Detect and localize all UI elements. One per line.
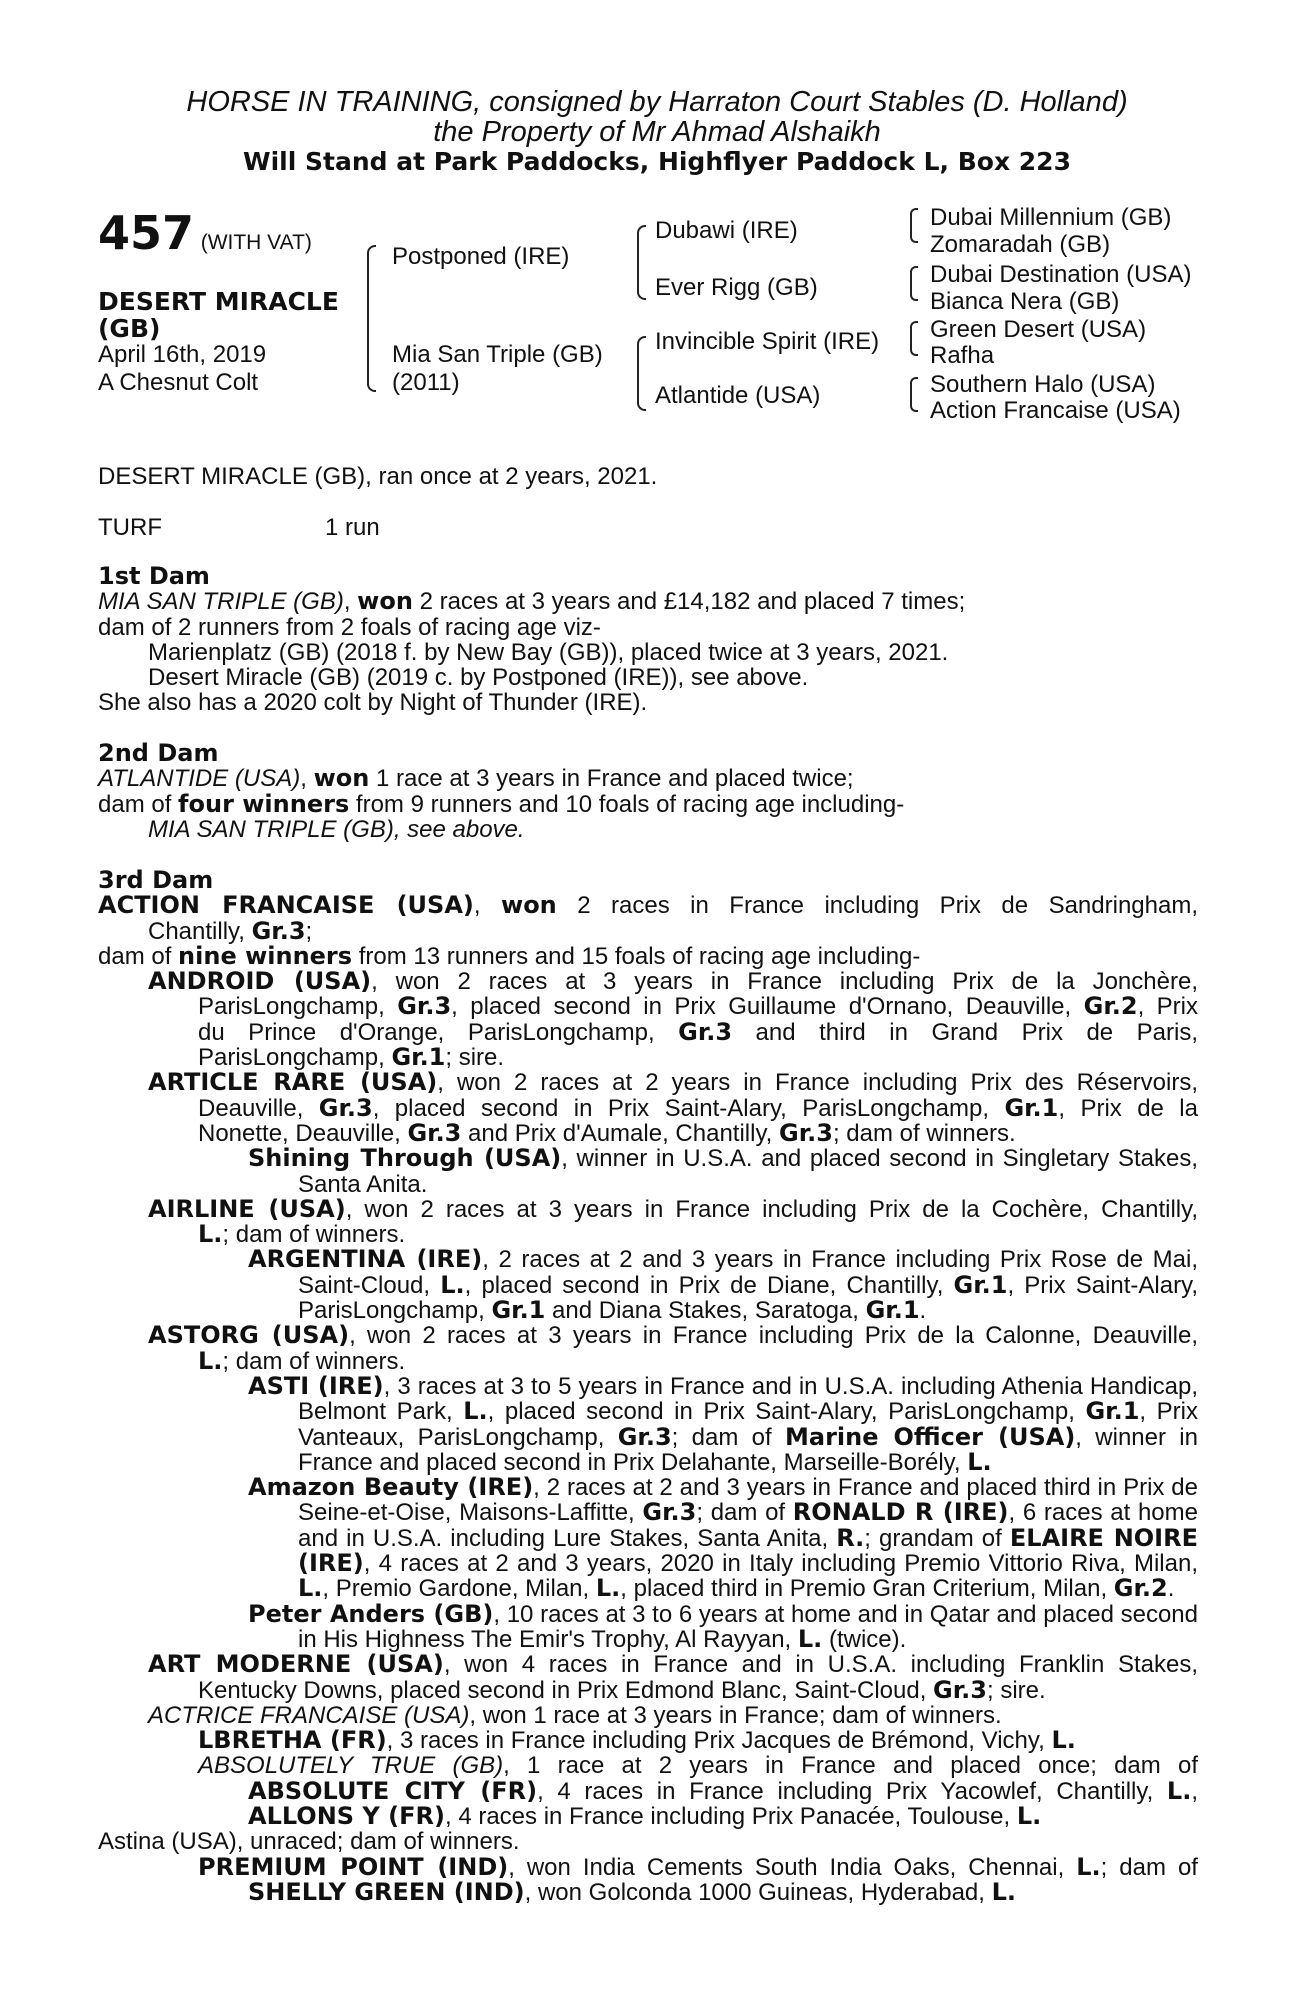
produce-entry <box>98 1753 1198 1778</box>
grade: Gr.1 <box>1004 1093 1059 1122</box>
produce-entry <box>98 1194 1199 1223</box>
continuation-line <box>98 1093 1198 1122</box>
owner-line: the Property of Mr Ahmad Alshaikh <box>433 116 881 148</box>
grade: Gr.1 <box>391 1043 446 1072</box>
horse-name: ABSOLUTE CITY (FR) <box>248 1776 538 1805</box>
continuation-line <box>98 1523 1198 1552</box>
produce-entry: Desert Miracle (GB) (2019 c. by Postponed (IRE)), see above. <box>148 664 809 692</box>
horse-name: ASTORG (USA) <box>148 1321 350 1350</box>
text: from 9 runners and 10 foals of racing age including- <box>349 790 905 818</box>
text: ; sire. <box>986 1676 1046 1704</box>
pedigree-dsd: Rafha <box>930 342 995 369</box>
continuation-line <box>98 1298 1198 1323</box>
produce-entry <box>98 969 1198 994</box>
continuation-line <box>98 1118 1198 1147</box>
continuation-line <box>98 1270 1198 1299</box>
pedigree-sire-sire: Dubawi (IRE) <box>655 217 798 244</box>
continuation-line <box>98 1551 1198 1576</box>
text: in His Highness The Emir's Trophy, Al Rayyan, <box>298 1625 798 1653</box>
text: , won 2 races at 3 years in France including Prix de la Calonne, Deauville, <box>349 1322 1198 1350</box>
text: ; dam of winners. <box>832 1119 1016 1147</box>
text: ; dam of <box>1100 1853 1198 1881</box>
text: Chantilly, <box>148 917 252 945</box>
text: , 2 races at 2 and 3 years in France and placed third in Prix de <box>533 1474 1199 1502</box>
produce-entry <box>98 1852 1198 1881</box>
produce-entry <box>98 1599 1198 1628</box>
pedigree-dam-dam: Atlantide (USA) <box>655 382 821 409</box>
produce-note: She also has a 2020 colt by Night of Thunder (IRE). <box>98 689 648 717</box>
continuation-line <box>98 1346 1198 1375</box>
grade: Gr.1 <box>491 1296 546 1325</box>
first-dam-name: MIA SAN TRIPLE (GB) <box>98 588 344 616</box>
grade: Gr.3 <box>251 916 306 945</box>
listed: L. <box>1076 1852 1101 1881</box>
produce-entry: Marienplatz (GB) (2018 f. by New Bay (GB)), placed twice at 3 years, 2021. <box>148 638 949 666</box>
horse-name: Marine Officer (USA) <box>784 1422 1076 1451</box>
grade: Gr.3 <box>779 1118 833 1147</box>
horse-name: DESERT MIRACLE <box>98 287 339 316</box>
grade: Gr.2 <box>1113 1574 1168 1603</box>
pedigree-sire: Postponed (IRE) <box>392 243 570 270</box>
text: 1 race at 3 years in France and placed twice; <box>369 765 854 793</box>
horse-name: ART MODERNE (USA) <box>148 1650 444 1679</box>
listed: L. <box>298 1574 323 1603</box>
restricted: R. <box>836 1523 865 1552</box>
horse-name: AIRLINE (USA) <box>148 1194 346 1223</box>
text: , won 2 races at 3 years in France including Prix de la Cochère, Chantilly, <box>345 1195 1199 1223</box>
listed: L. <box>1016 1801 1042 1830</box>
text: ; dam of <box>696 1499 793 1527</box>
listed: L. <box>463 1397 488 1426</box>
produce-entry <box>98 1247 1198 1272</box>
horse-name: ARTICLE RARE (USA) <box>148 1068 438 1097</box>
text: . <box>919 1297 927 1325</box>
text: ; sire. <box>445 1044 505 1072</box>
produce-entry <box>98 1323 1198 1348</box>
text: and Diana Stakes, Saratoga, <box>545 1297 866 1325</box>
text: , Premio Gardone, Milan, <box>322 1575 596 1603</box>
text: du Prince d'Orange, ParisLongchamp, <box>198 1018 679 1046</box>
horse-name: Peter Anders (GB) <box>248 1599 494 1628</box>
produce-entry: Astina (USA), unraced; dam of winners. <box>98 1828 520 1856</box>
horse-country: (GB) <box>98 314 161 343</box>
text: 2 races in France including Prix de Sandringham, <box>556 892 1198 920</box>
text: , Prix Saint-Alary, <box>1007 1271 1198 1299</box>
continuation-line <box>98 1624 1198 1653</box>
first-dam-section <box>98 564 1198 716</box>
pedigree-dam: Mia San Triple (GB) <box>392 341 603 368</box>
pedigree-brace-5 <box>910 266 918 301</box>
text: . <box>1167 1575 1175 1603</box>
text: ; <box>305 917 313 945</box>
text: Saint-Cloud, <box>298 1271 441 1299</box>
horse-description: A Chesnut Colt <box>98 369 259 396</box>
turf-label: TURF <box>98 514 162 541</box>
text: and Prix d'Aumale, Chantilly, <box>461 1119 780 1147</box>
continuation-line <box>98 1222 1198 1247</box>
grade: Gr.1 <box>953 1270 1008 1299</box>
third-dam-produce-line <box>98 941 1198 970</box>
lot-number-block <box>98 208 312 258</box>
text: , placed second in Prix Saint-Alary, ParisLongchamp, <box>487 1398 1086 1426</box>
horse-name: LBRETHA (FR) <box>198 1726 387 1755</box>
pedigree-dds: Southern Halo (USA) <box>930 371 1156 398</box>
continuation-line <box>98 1045 1198 1070</box>
continuation-line <box>98 1422 1198 1451</box>
text: dam of <box>98 790 179 818</box>
text: , 10 races at 3 to 6 years at home and in Qatar and placed second <box>493 1600 1198 1628</box>
text: ; dam of winners. <box>222 1221 406 1249</box>
horse-name: Shining Through (USA) <box>248 1144 562 1173</box>
text: , won 2 races at 3 years in France including Prix de la Jonchère, <box>371 968 1198 996</box>
horse-name: RONALD R (IRE) <box>792 1498 1009 1527</box>
horse-name: ARGENTINA (IRE) <box>248 1245 483 1274</box>
race-record: DESERT MIRACLE (GB), ran once at 2 years, 2021. <box>98 463 658 490</box>
text: , 3 races in France including Prix Jacques de Brémond, Vichy, <box>386 1727 1052 1755</box>
continuation-line <box>98 1576 1198 1601</box>
winners-count: four winners <box>178 789 350 818</box>
text: Seine-et-Oise, Maisons-Laffitte, <box>298 1499 643 1527</box>
text: , <box>1191 1777 1199 1805</box>
first-dam-line <box>98 589 1198 614</box>
horse-name: SHELLY GREEN (IND) <box>248 1877 525 1906</box>
text: from 13 runners and 15 foals of racing age including- <box>352 942 921 970</box>
text: Kentucky Downs, placed second in Prix Edmond Blanc, Saint-Cloud, <box>198 1676 934 1704</box>
horse-name: ALLONS Y (FR) <box>248 1801 445 1830</box>
text: , winner in <box>1075 1423 1198 1451</box>
text: , 2 races at 2 and 3 years in France including Prix Rose de Mai, <box>482 1246 1199 1274</box>
text: 2 races at 3 years and £14,182 and placed 7 times; <box>412 588 966 616</box>
grade: Gr.3 <box>642 1498 697 1527</box>
listed: L. <box>1051 1726 1076 1755</box>
listed: L. <box>198 1220 223 1249</box>
third-dam-section <box>98 868 1198 1905</box>
second-dam-line <box>98 766 1198 791</box>
produce-entry <box>98 1652 1198 1677</box>
turf-runs: 1 run <box>325 514 380 541</box>
listed: L. <box>797 1624 823 1653</box>
pedigree-brace-1 <box>367 245 376 392</box>
produce-entry <box>98 1776 1199 1805</box>
second-dam-section <box>98 741 1198 842</box>
text: , placed second in Prix Saint-Alary, ParisLongchamp, <box>372 1094 1005 1122</box>
pedigree-dam-year: (2011) <box>392 369 460 396</box>
continuation-line <box>98 1447 1198 1476</box>
text: Vanteaux, ParisLongchamp, <box>298 1423 618 1451</box>
text: , 3 races at 3 to 5 years in France and in U.S.A. including Athenia Handicap, <box>383 1372 1198 1400</box>
text: , <box>300 765 314 793</box>
text: , placed third in Premio Gran Criterium, Milan, <box>620 1575 1114 1603</box>
won-label: won <box>501 891 557 920</box>
text: , placed second in Prix de Diane, Chantilly, <box>464 1271 954 1299</box>
text: France and placed second in Prix Delahante, Marseille-Borély, <box>298 1448 968 1476</box>
horse-name: ASTI (IRE) <box>248 1371 384 1400</box>
foaling-date: April 16th, 2019 <box>98 341 267 368</box>
second-dam-name: ATLANTIDE (USA) <box>98 765 301 793</box>
produce-entry <box>98 1146 1198 1171</box>
grade: Gr.3 <box>318 1093 373 1122</box>
winners-count: nine winners <box>178 941 353 970</box>
text: ParisLongchamp, <box>198 993 398 1021</box>
text: Nonette, Deauville, <box>198 1119 408 1147</box>
third-dam-line <box>98 893 1198 918</box>
pedigree-brace-7 <box>910 377 918 412</box>
continuation-line <box>98 1500 1198 1525</box>
listed: L. <box>1166 1776 1192 1805</box>
pedigree-ddd: Action Francaise (USA) <box>930 397 1181 424</box>
horse-name: ACTRICE FRANCAISE (USA) <box>148 1701 470 1729</box>
grade: Gr.3 <box>407 1118 462 1147</box>
text: , winner in U.S.A. and placed second in Singletary Stakes, <box>561 1145 1198 1173</box>
grade: Gr.1 <box>865 1296 920 1325</box>
first-dam-produce-line: dam of 2 runners from 2 foals of racing age viz- <box>98 613 601 641</box>
third-dam-name: ACTION FRANCAISE (USA) <box>98 891 474 920</box>
text: , won 1 race at 3 years in France; dam of winners. <box>469 1701 1002 1729</box>
pedigree-brace-6 <box>910 321 918 356</box>
third-dam-heading: 3rd Dam <box>98 866 214 894</box>
grade: Gr.3 <box>397 992 452 1021</box>
produce-entry <box>98 1728 1198 1753</box>
produce-entry <box>98 1475 1198 1500</box>
text: , 6 races at home <box>1008 1499 1198 1527</box>
grade: Gr.3 <box>678 1017 733 1046</box>
text: , 1 race at 2 years in France and placed once; dam of <box>503 1752 1198 1780</box>
produce-entry: MIA SAN TRIPLE (GB), see above. <box>148 815 525 843</box>
won-label: won <box>313 764 370 793</box>
text: Belmont Park, <box>298 1398 464 1426</box>
stabling-line: Will Stand at Park Paddocks, Highflyer Paddock L, Box 223 <box>243 147 1071 176</box>
text: , won India Cements South India Oaks, Chennai, <box>508 1853 1077 1881</box>
first-dam-heading: 1st Dam <box>98 562 210 590</box>
text: , Prix de la <box>1058 1094 1198 1122</box>
continuation-line: Santa Anita. <box>298 1170 428 1198</box>
vat-note: (WITH VAT) <box>200 231 312 254</box>
listed: L. <box>991 1877 1017 1906</box>
second-dam-heading: 2nd Dam <box>98 739 219 767</box>
text: and in U.S.A. including Lure Stakes, Santa Anita, <box>298 1524 837 1552</box>
grade: Gr.3 <box>933 1675 987 1704</box>
pedigree-sdd: Bianca Nera (GB) <box>930 288 1120 315</box>
text: ; dam of winners. <box>222 1347 406 1375</box>
horse-name: Amazon Beauty (IRE) <box>248 1473 534 1502</box>
text: , 4 races in France including Prix Yacowlef, Chantilly, <box>537 1777 1167 1805</box>
pedigree-sss: Dubai Millennium (GB) <box>930 204 1172 231</box>
text: ParisLongchamp, <box>198 1044 392 1072</box>
pedigree-brace-2 <box>637 225 646 300</box>
listed: L. <box>198 1346 223 1375</box>
pedigree-brace-3 <box>637 336 646 411</box>
second-dam-produce-line <box>98 789 1198 818</box>
pedigree-ssd: Zomaradah (GB) <box>930 231 1111 258</box>
won-label: won <box>357 587 413 616</box>
text: , won 2 races at 2 years in France including Prix des Réservoirs, <box>437 1069 1198 1097</box>
horse-name: ANDROID (USA) <box>148 967 372 996</box>
produce-entry <box>98 1070 1198 1095</box>
listed: L. <box>440 1270 465 1299</box>
pedigree-sds: Dubai Destination (USA) <box>930 261 1192 288</box>
text: Deauville, <box>198 1094 319 1122</box>
continuation-line <box>98 1399 1198 1424</box>
pedigree-sire-dam: Ever Rigg (GB) <box>655 274 818 301</box>
listed: L. <box>967 1447 992 1476</box>
pedigree-dss: Green Desert (USA) <box>930 316 1147 343</box>
produce-entry <box>98 1801 1198 1830</box>
text: ParisLongchamp, <box>298 1297 492 1325</box>
text: , 4 races at 2 and 3 years, 2020 in Italy including Premio Vittorio Riva, Milan, <box>363 1550 1198 1578</box>
produce-entry <box>98 1703 1198 1728</box>
text: ; grandam of <box>864 1524 1010 1552</box>
text: ; dam of <box>671 1423 785 1451</box>
horse-name: ABSOLUTELY TRUE (GB) <box>198 1752 504 1780</box>
horse-name: ELAIRE NOIRE <box>1009 1523 1198 1552</box>
horse-name: PREMIUM POINT (IND) <box>198 1852 509 1881</box>
text: , placed second in Prix Guillaume d'Ornano, Deauville, <box>451 993 1084 1021</box>
text: , Prix <box>1137 993 1199 1021</box>
continuation-line <box>98 994 1198 1019</box>
continuation-line <box>98 1675 1198 1704</box>
text: dam of <box>98 942 179 970</box>
grade: Gr.3 <box>617 1422 672 1451</box>
continuation-line <box>98 916 1198 945</box>
text: , <box>343 588 358 616</box>
grade: Gr.1 <box>1085 1397 1140 1426</box>
pedigree-dam-sire: Invincible Spirit (IRE) <box>655 328 880 355</box>
horse-name: (IRE) <box>298 1549 364 1578</box>
text: , 4 races in France including Prix Panacée, Toulouse, <box>444 1802 1017 1830</box>
lot-number: 457 <box>98 206 195 260</box>
produce-entry <box>98 1877 1198 1906</box>
text: , <box>473 892 502 920</box>
grade: Gr.2 <box>1083 992 1138 1021</box>
text: , Prix <box>1139 1398 1198 1426</box>
listed: L. <box>595 1574 621 1603</box>
consignor-line: HORSE IN TRAINING, consigned by Harraton Court Stables (D. Holland) <box>186 86 1128 118</box>
continuation-line <box>98 1017 1198 1046</box>
text: , won 4 races in France and in U.S.A. including Franklin Stakes, <box>443 1651 1198 1679</box>
produce-entry <box>98 1371 1198 1400</box>
text: and third in Grand Prix de Paris, <box>732 1018 1198 1046</box>
text: , won Golconda 1000 Guineas, Hyderabad, <box>524 1878 992 1906</box>
text: (twice). <box>822 1625 907 1653</box>
pedigree-brace-4 <box>910 208 918 243</box>
